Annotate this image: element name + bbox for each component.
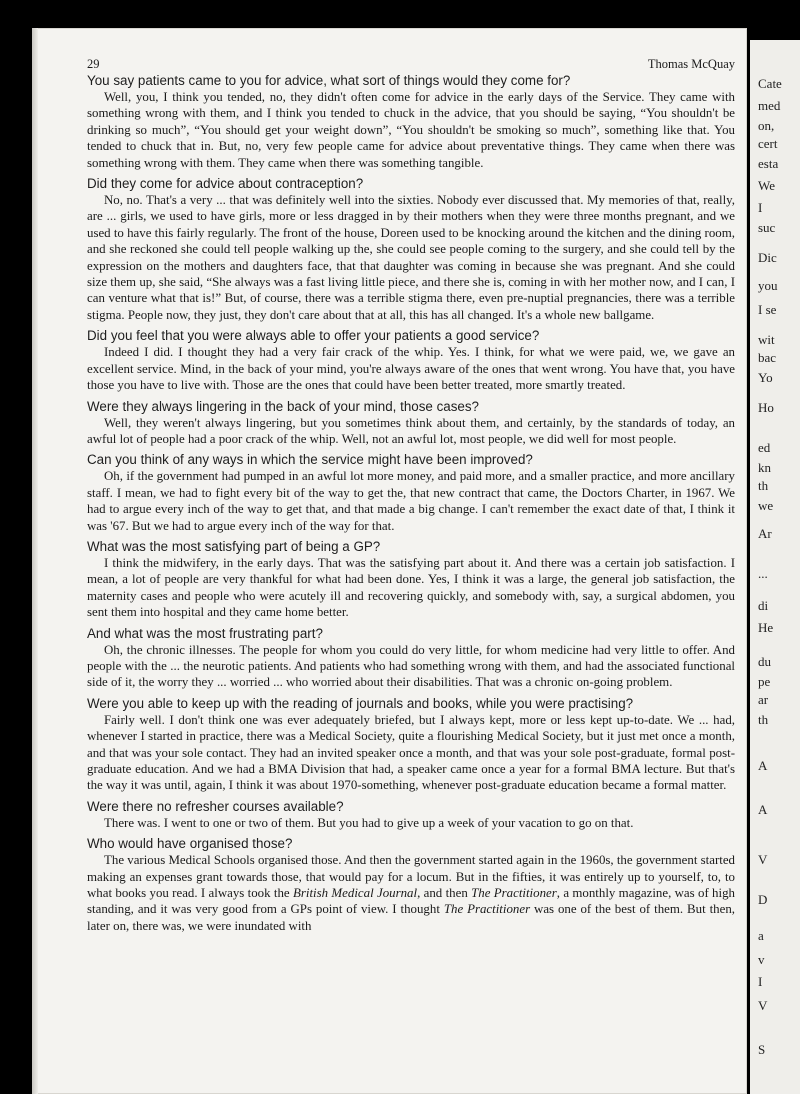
question: You say patients came to you for advice, what sort of things would they come for? — [87, 73, 571, 88]
adjacent-page-fragment: Ar — [758, 526, 772, 541]
answer: Well, they weren't always lingering, but you sometimes think about them, and certainly, by the standards of today, an awful lot of people had a poor crack of the whip. Well, not an awful lot, most people, we did well for most people. — [87, 415, 735, 446]
adjacent-page-fragment: V — [758, 998, 768, 1013]
question: Were there no refresher courses available? — [87, 798, 344, 814]
adjacent-page-fragment: We — [758, 178, 775, 193]
journal-title: The Practitioner — [471, 886, 557, 901]
answer-text: The various Medical Schools organised those. And then the government started again in the 1960s, the government started making an expenses grant towards those, that would pay for a locum. But in the fifties, it was entirely up to yourself, to, to what books you read. I always took the — [87, 853, 735, 901]
adjacent-page-fragment: di — [758, 598, 769, 613]
adjacent-page-fragment: I — [758, 974, 763, 989]
author-name: Thomas McQuay — [647, 57, 735, 71]
question: What was the most satisfying part of being a GP? — [87, 538, 381, 554]
answer: Oh, if the government had pumped in an awful lot more money, and paid more, and a smaller practice, and more ancillary staff. I mean, we had to fight every bit of the way to get the, that new contract that came, the Doctors Charter, in 1967. We had to argue every inch of the way to get that, and that made a big change. I can't remember the exact date of that, I think it was '67. But we had to argue every inch of the way for that. — [87, 469, 735, 533]
adjacent-page-fragment: on, — [758, 118, 775, 133]
adjacent-page-fragment: Ho — [758, 400, 774, 415]
question: Who would have organised those? — [87, 836, 293, 852]
adjacent-page-fragment: Cate — [758, 76, 782, 91]
answer-text: , a monthly magazine, was of high standing, and it was very good from a GPs point of view. I thought — [87, 886, 735, 917]
question: Were you able to keep up with the reading of journals and books, while you were practising? — [87, 695, 634, 711]
adjacent-page-fragment: a — [758, 928, 764, 943]
adjacent-page-fragment: Yo — [758, 370, 773, 385]
question: Were they always lingering in the back of your mind, those cases? — [87, 398, 480, 414]
adjacent-page-fragment: esta — [758, 156, 779, 171]
adjacent-page-fragment: D — [758, 892, 768, 907]
answer-text: , and then — [417, 886, 472, 901]
adjacent-page-fragment: Dic — [758, 250, 777, 265]
answer-text: was one of the best of them. But then, later on, there was, we were inundated with — [87, 902, 735, 933]
adjacent-page-fragment: ed — [758, 440, 771, 455]
page-number: 29 — [87, 57, 100, 71]
answer: Well, you, I think you tended, no, they didn't often come for advice in the early days of the Service. They came with something wrong with them, and I think you tended to chuck in the advice, that you should be saying, “You shouldn't be drinking so much”, “You should get your weight down”, “You shouldn't be smoking so much”, something like that. You tended to chuck that in. But, no, very few people came for advice about preventative things. They came when there was something wrong with them. They came when there was something tangible. — [87, 90, 735, 170]
adjacent-page-fragment: suc — [758, 220, 776, 235]
adjacent-page-fragment: V — [758, 852, 768, 867]
adjacent-page-fragment: pe — [758, 674, 771, 689]
adjacent-page-fragment: cert — [758, 136, 778, 151]
adjacent-page-fragment: v — [758, 952, 765, 967]
adjacent-page-fragment: kn — [758, 460, 771, 475]
answer: Indeed I did. I thought they had a very fair crack of the whip. Yes. I think, for what we were paid, we, we gave an excellent service. Mind, in the back of your mind, you're always aware of the ones that went wrong. You have that, you have those you have to live with. Those are the ones that could have been better treated, more smartly treated. — [87, 345, 735, 393]
question: Did they come for advice about contraception? — [87, 176, 364, 192]
adjacent-page-fragment: du — [758, 654, 771, 669]
adjacent-page-fragment: ar — [758, 692, 769, 707]
interview-transcript — [87, 72, 735, 938]
answer: No, no. That's a very ... that was definitely well into the sixties. Nobody ever discussed that. My memories of that, really, are ... girls, we used to have girls, more or less dragged in by their mothers when they were three months pregnant, and we used to have this fairly regularly. The front of the house, Doreen used to be knocking around the kitchen and the dining room, and she reckoned she could tell people walking up the, she could see people coming to the surgery, and she could tell by the expression on the mothers and daughters face, that that daughter was coming in because she was pregnant. And she could size them up, she said, “She always was a fast living little piece, and there she is, coming in with her mother now, and I can, I can venture what that is!” But, of course, there was a terrible stigma there, even pre-nuptial pregnancies, there was a terrible stigma. People now, they just, they don't care about that at all, this has all changed. It's a whole new ballgame. — [87, 193, 735, 322]
adjacent-page — [750, 40, 800, 1094]
adjacent-page-fragment: we — [758, 498, 774, 513]
adjacent-page-fragment: I — [758, 200, 763, 215]
adjacent-page-fragment: bac — [758, 350, 777, 365]
journal-title: The Practitioner — [443, 902, 531, 917]
answer — [87, 852, 735, 934]
question: Can you think of any ways in which the service might have been improved? — [87, 452, 533, 468]
page-gutter — [32, 28, 38, 1094]
question: Did you feel that you were always able to offer your patients a good service? — [87, 328, 540, 344]
adjacent-page-fragment: A — [758, 802, 768, 817]
answer: Oh, the chronic illnesses. The people for whom you could do very little, for whom medicine had very little to offer. And people with the ... the neurotic patients. And patients who had something wrong with them, and had the associated functional side of it, the worry they ... worried ... who worried about their disabilities. That was a chronic on-going problem. — [87, 642, 735, 690]
answer: I think the midwifery, in the early days. That was the satisfying part about it. And there was a certain job satisfaction. I mean, a lot of people are very thankful for what had been done. Yes, I think it was a large, the general job satisfaction, the maternity cases and people who were acutely ill and recovering quickly, and somebody with, say, a surgical abdomen, you sent them into hospital and they came home better. — [87, 555, 735, 620]
answer: Fairly well. I don't think one was ever adequately briefed, but I always kept, more or less kept up-to-date. We ... had, whenever I started in practice, there was a Medical Society, quite a flourishing Medical Society, but it just met once a month, and that was your sole contact. They had an invited speaker once a month, and that was your sole post-graduate, formal post-graduate education. And we had a BMA Division that had, a speaker came once a year for a formal BMA lecture. But that's the way it was until, again, I think it was about 1970-something, whenever post-graduate education became a formal matter. — [87, 712, 735, 793]
adjacent-page-fragment: med — [758, 98, 781, 113]
adjacent-page-fragment: S — [758, 1042, 766, 1057]
journal-title: British Medical Journal — [292, 886, 418, 901]
adjacent-page-fragment: wit — [758, 332, 775, 347]
adjacent-page-fragment: He — [758, 620, 774, 635]
answer: There was. I went to one or two of them. But you had to give up a week of your vacation to go on that. — [104, 815, 634, 830]
adjacent-page-fragment: ... — [758, 566, 768, 581]
question: And what was the most frustrating part? — [87, 625, 323, 641]
adjacent-page-fragment: th — [758, 478, 769, 493]
adjacent-page-fragment: you — [758, 278, 778, 293]
adjacent-page-fragment: th — [758, 712, 769, 727]
adjacent-page-fragment: A — [758, 758, 768, 773]
adjacent-page-fragment: I se — [758, 302, 777, 317]
